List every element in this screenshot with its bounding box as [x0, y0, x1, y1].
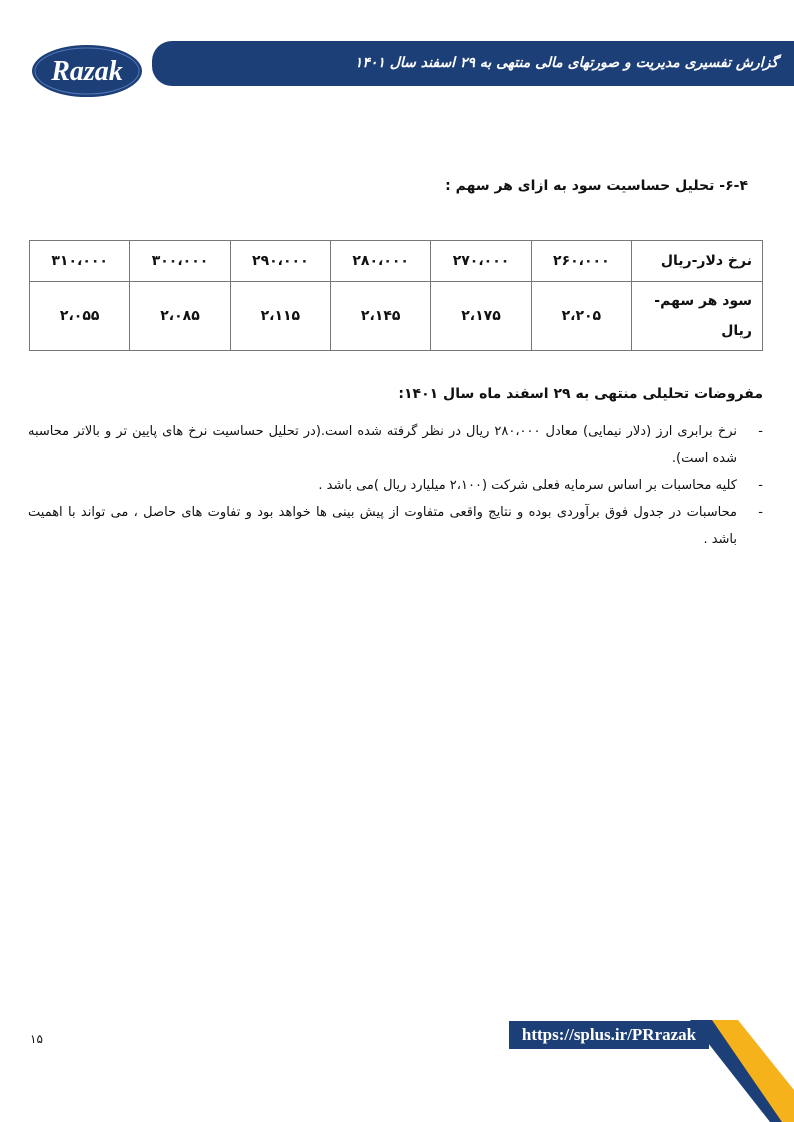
table-row	[30, 282, 763, 351]
sensitivity-table	[29, 240, 763, 351]
assumptions-list	[28, 418, 763, 553]
logo-wordmark: Razak	[51, 56, 123, 87]
list-item-text: محاسبات در جدول فوق برآوردی بوده و نتایج واقعی متفاوت از پیش بینی ها خواهد بود و تفاوت های حاصل ، می تواند با اهمیت باشد .	[28, 505, 737, 547]
table-cell: ۲،۱۷۵	[431, 282, 531, 351]
table-row	[30, 241, 763, 282]
bullet-dash: -	[758, 505, 763, 520]
list-item	[28, 418, 763, 472]
assumptions-title: مفروضات تحلیلی منتهی به ۲۹ اسفند ماه سال ۱۴۰۱:	[398, 386, 763, 402]
table-cell: ۲،۱۴۵	[331, 282, 431, 351]
list-item-text: کلیه محاسبات بر اساس سرمایه فعلی شرکت (۲،۱۰۰ میلیارد ریال )می باشد .	[318, 478, 737, 493]
table-cell: ۲۹۰،۰۰۰	[230, 241, 330, 282]
page-number: ۱۵	[30, 1032, 43, 1046]
razak-logo	[29, 42, 145, 100]
table-cell: ۳۱۰،۰۰۰	[30, 241, 130, 282]
row-header-eps: سود هر سهم- ریال	[632, 282, 763, 351]
list-item	[28, 499, 763, 553]
report-title: گزارش تفسیری مدیریت و صورتهای مالی منتهی به ۲۹ اسفند سال ۱۴۰۱	[354, 55, 778, 71]
table-cell: ۲،۲۰۵	[531, 282, 631, 351]
header-bar	[152, 41, 794, 86]
list-item	[28, 472, 763, 499]
table-cell: ۳۰۰،۰۰۰	[130, 241, 230, 282]
row-header-rate: نرخ دلار-ریال	[632, 241, 763, 282]
table-cell: ۲۷۰،۰۰۰	[431, 241, 531, 282]
table-cell: ۲،۰۵۵	[30, 282, 130, 351]
table-cell: ۲۶۰،۰۰۰	[531, 241, 631, 282]
list-item-text: نرخ برابری ارز (دلار نیمایی) معادل ۲۸۰،۰۰۰ ریال در نظر گرفته شده است.(در تحلیل حساسیت نرخ های پایین تر و بالاتر محاسبه شده است).	[28, 424, 737, 466]
bullet-dash: -	[758, 424, 763, 439]
table-cell: ۲،۱۱۵	[230, 282, 330, 351]
bullet-dash: -	[758, 478, 763, 493]
section-title: ۶-۴- تحلیل حساسیت سود به ازای هر سهم :	[445, 178, 748, 194]
table-cell: ۲،۰۸۵	[130, 282, 230, 351]
channel-link[interactable]: https://splus.ir/PRrazak	[509, 1021, 709, 1049]
table-cell: ۲۸۰،۰۰۰	[331, 241, 431, 282]
